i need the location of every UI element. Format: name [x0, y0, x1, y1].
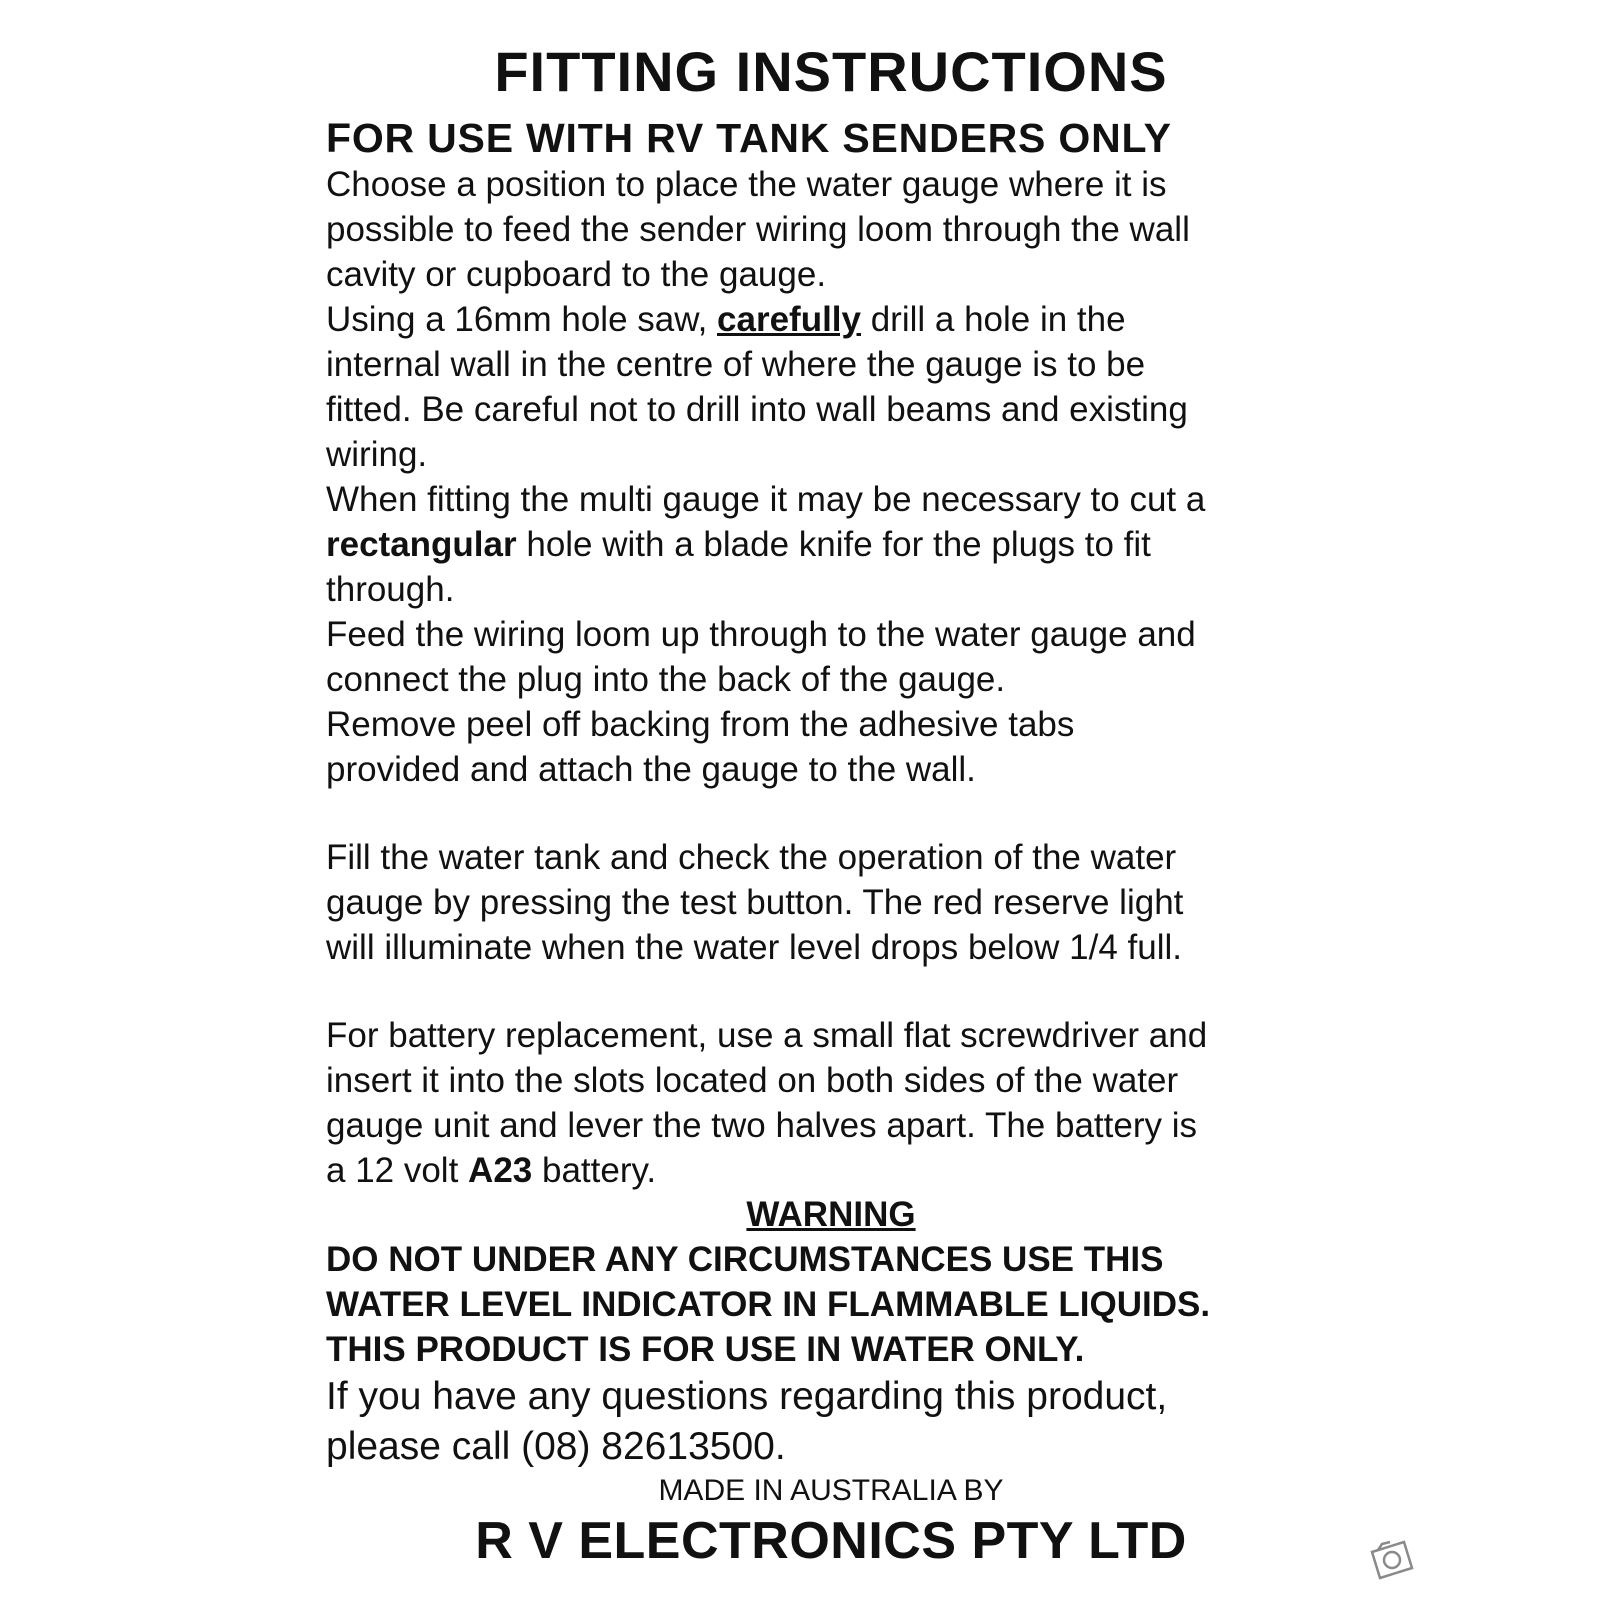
- document-title: FITTING INSTRUCTIONS: [494, 40, 1168, 103]
- text-line: will illuminate when the water level drops below 1/4 full.: [326, 928, 1182, 967]
- made-in-label: MADE IN AUSTRALIA BY: [658, 1474, 1004, 1507]
- text-line: through.: [326, 570, 455, 609]
- text-line: provided and attach the gauge to the wall.: [326, 750, 976, 789]
- company-name: R V ELECTRONICS PTY LTD: [475, 1512, 1187, 1570]
- text-line: fitted. Be careful not to drill into wall beams and existing: [326, 390, 1188, 429]
- text-line: gauge unit and lever the two halves apart. The battery is: [326, 1106, 1198, 1145]
- text-line: For battery replacement, use a small flat screwdriver and: [326, 1016, 1208, 1055]
- text-line: Fill the water tank and check the operation of the water: [326, 838, 1177, 877]
- text-line: Choose a position to place the water gauge where it is: [326, 165, 1167, 204]
- emphasis-carefully: carefully: [717, 300, 861, 339]
- contact-line: please call (08) 82613500.: [326, 1425, 786, 1468]
- paragraph-multi-gauge: [326, 477, 1336, 612]
- text-line: [326, 1148, 1336, 1193]
- text-line: cavity or cupboard to the gauge.: [326, 255, 827, 294]
- paragraph-feed-loom: [326, 612, 1336, 702]
- text-line: [326, 522, 1336, 567]
- text-line: connect the plug into the back of the gauge.: [326, 660, 1006, 699]
- text-segment: drill a hole in the: [860, 300, 1126, 339]
- text-line: [326, 297, 1336, 342]
- text-segment: hole with a blade knife for the plugs to fit: [516, 525, 1151, 564]
- text-line: When fitting the multi gauge it may be necessary to cut a: [326, 480, 1206, 519]
- text-line: internal wall in the centre of where the gauge is to be: [326, 345, 1146, 384]
- document-subtitle: FOR USE WITH RV TANK SENDERS ONLY: [326, 115, 1172, 161]
- text-segment: battery.: [532, 1151, 657, 1190]
- paragraph-adhesive: [326, 702, 1336, 792]
- instruction-sheet: [326, 40, 1336, 1572]
- text-segment: a 12 volt: [326, 1151, 469, 1190]
- contact-line: If you have any questions regarding this product,: [326, 1375, 1168, 1418]
- camera-stamp-icon: [1362, 1530, 1420, 1588]
- text-line: Remove peel off backing from the adhesive tabs: [326, 705, 1075, 744]
- emphasis-a23: A23: [468, 1151, 533, 1190]
- spacer: [326, 792, 1336, 835]
- warning-line: THIS PRODUCT IS FOR USE IN WATER ONLY.: [326, 1330, 1085, 1369]
- spacer: [326, 970, 1336, 1013]
- paragraph-position: [326, 162, 1336, 297]
- paragraph-battery: [326, 1013, 1336, 1193]
- warning-title: WARNING: [746, 1195, 916, 1234]
- warning-line: DO NOT UNDER ANY CIRCUMSTANCES USE THIS: [326, 1240, 1164, 1279]
- text-line: possible to feed the sender wiring loom through the wall: [326, 210, 1190, 249]
- warning-section: [326, 1193, 1336, 1372]
- text-line: gauge by pressing the test button. The red reserve light: [326, 883, 1184, 922]
- paragraph-drill: [326, 297, 1336, 477]
- warning-line: WATER LEVEL INDICATOR IN FLAMMABLE LIQUIDS.: [326, 1285, 1211, 1324]
- paragraph-test: [326, 835, 1336, 970]
- text-line: Feed the wiring loom up through to the water gauge and: [326, 615, 1196, 654]
- text-line: insert it into the slots located on both sides of the water: [326, 1061, 1179, 1100]
- text-segment: Using a 16mm hole saw,: [326, 300, 718, 339]
- text-line: wiring.: [326, 435, 428, 474]
- contact-section: [326, 1372, 1336, 1472]
- emphasis-rectangular: rectangular: [326, 525, 517, 564]
